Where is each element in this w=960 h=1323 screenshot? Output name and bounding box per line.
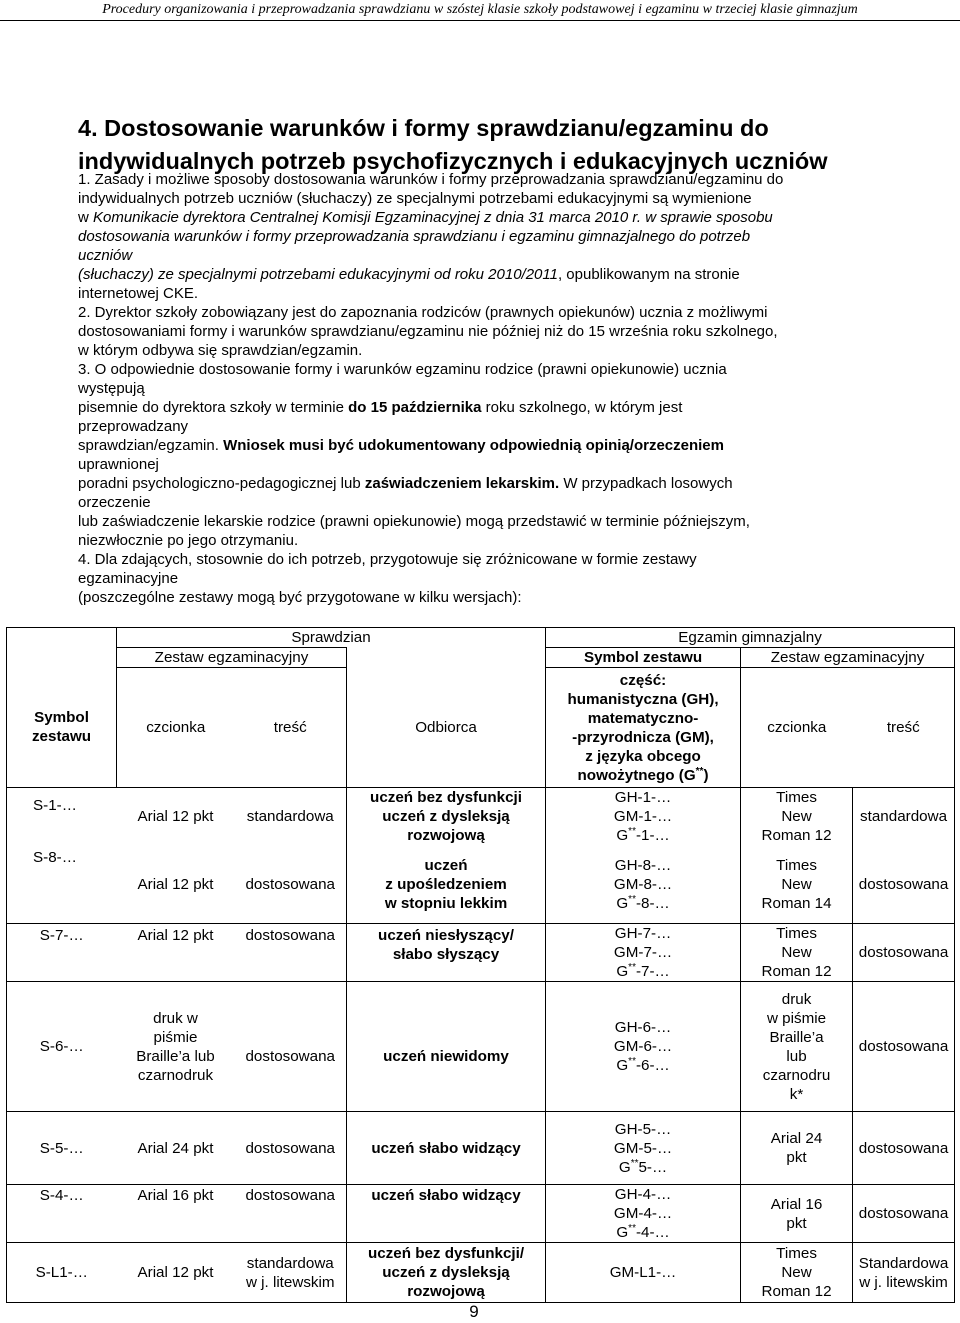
header-czesc: część: humanistyczna (GH), matematyczno- -przyrodnicza (GM), z języka obcego nowożytnego (G**): [546, 668, 741, 788]
para-3: 3. O odpowiednie dostosowanie formy i warunków egzaminu rodzice (prawni opiekunowie) ucznia występują pisemnie do dyrektora szkoły w terminie do 15 października roku szkolnego, w którym jest przeprowadzany sprawdzian/egzamin. Wniosek musi być udokumentowany odpowiednią opinią/orzeczeniem uprawnionej poradni psychologiczno-pedagogicznej lub zaświadczeniem lekarskim. W przypadkach losowych orzeczenie lub zaświadczenie lekarskie rodzice (prawni opiekunowie) mogą przedstawić w terminie późniejszym, niezwłocznie po jego otrzymaniu.: [78, 361, 750, 549]
header-zestaw-left: Zestaw egzaminacyjny: [117, 648, 347, 668]
table-header-row-1: [7, 628, 955, 648]
page-number: 9: [469, 1302, 479, 1321]
section-title: 4. Dostosowanie warunków i formy sprawdzianu/egzaminu do indywidualnych potrzeb psychofizycznych i edukacyjnych uczniów: [78, 115, 828, 174]
para-4: 4. Dla zdających, stosownie do ich potrzeb, przygotowuje się zróżnicowane w formie zestawy egzaminacyjne (poszczególne zestawy mogą być przygotowane w kilku wersjach):: [78, 551, 697, 606]
table-header-row-2: [7, 648, 955, 668]
header-czcionka: czcionka: [117, 668, 235, 788]
table-row: S-7-… Arial 12 pkt dostosowana uczeń niesłyszący/ słabo słyszący GH-7-… GM-7-… G**-7-… Times New Roman 12 dostosowana: [7, 924, 955, 982]
table-row: S-L1-… Arial 12 pkt standardowa w j. litewskim uczeń bez dysfunkcji/ uczeń z dysleksją rozwojową GM-L1-… Times New Roman 12 Standardowa w j. litewskim: [7, 1243, 955, 1303]
header-tresc-right: treść: [853, 668, 955, 788]
table-row: S-8-… Arial 12 pkt dostosowana uczeń z upośledzeniem w stopniu lekkim GH-8-… GM-8-… G**-8-… Times New Roman 14 dostosowana: [7, 846, 955, 924]
header-zestaw-right: Zestaw egzaminacyjny: [741, 648, 955, 668]
header-odbiorca: Odbiorca: [347, 668, 546, 788]
body-text: [78, 170, 948, 607]
exam-sets-table: [6, 627, 955, 1303]
table-header-row-3: [7, 668, 955, 788]
header-symbol: Symbol zestawu: [7, 668, 117, 788]
table-row: S-6-… druk w piśmie Braille’a lub czarnodruk dostosowana uczeń niewidomy GH-6-… GM-6-… G**-6-… druk w piśmie Braille’a lub czarnodru k* dostosowana: [7, 982, 955, 1112]
header-sprawdzian: Sprawdzian: [117, 628, 546, 648]
header-czcionka-right: czcionka: [741, 668, 853, 788]
header-symbol-zestawu: Symbol zestawu: [546, 648, 741, 668]
running-header: Procedury organizowania i przeprowadzania sprawdzianu w szóstej klasie szkoły podstawowej i egzaminu w trzeciej klasie gimnazjum: [102, 2, 858, 17]
header-tresc: treść: [235, 668, 347, 788]
table-row: S-5-… Arial 24 pkt dostosowana uczeń słabo widzący GH-5-… GM-5-… G**5-… Arial 24 pkt dostosowana: [7, 1112, 955, 1185]
table-row: S-1-… Arial 12 pkt standardowa uczeń bez dysfunkcji uczeń z dysleksją rozwojową GH-1-… GM-1-… G**-1-… Times New Roman 12 standardowa: [7, 788, 955, 846]
para-1: 1. Zasady i możliwe sposoby dostosowania warunków i formy przeprowadzania sprawdzianu/egzaminu do indywidualnych potrzeb uczniów (słuchaczy) ze specjalnymi potrzebami edukacyjnymi są wymienione w Komunikacie dyrektora Centralnej Komisji Egzaminacyjnej z dnia 31 marca 2010 r. w sprawie sposobu dostosowania warunków i formy przeprowadzania sprawdzianu i egzaminu gimnazjalnego do potrzeb uczniów (słuchaczy) ze specjalnymi potrzebami edukacyjnymi od roku 2010/2011, opublikowanym na stronie internetowej CKE.: [78, 171, 784, 302]
para-2: 2. Dyrektor szkoły zobowiązany jest do zapoznania rodziców (prawnych opiekunów) ucznia z możliwymi dostosowaniami formy i warunków sprawdzianu/egzaminu nie później niż do 15 września roku szkolnego, w którym odbywa się sprawdzian/egzamin.: [78, 304, 778, 359]
table-row: S-4-… Arial 16 pkt dostosowana uczeń słabo widzący GH-4-… GM-4-… G**-4-… Arial 16 pkt dostosowana: [7, 1185, 955, 1243]
header-rule: [0, 20, 960, 21]
header-egzamin: Egzamin gimnazjalny: [546, 628, 955, 648]
